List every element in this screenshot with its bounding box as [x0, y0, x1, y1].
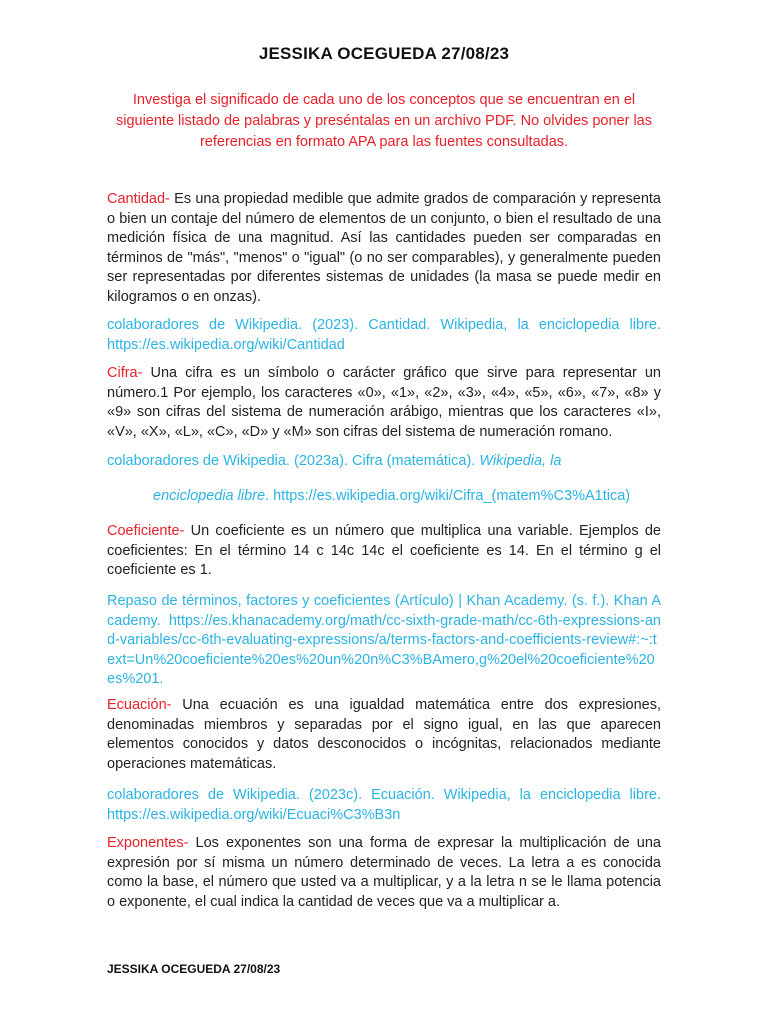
entry-cantidad	[107, 190, 661, 307]
term-label: Ecuación-	[107, 697, 172, 713]
definition-text: Una ecuación es una igualdad matemática entre dos expresiones, denominadas miembros y separadas por el signo igual, en las que aparecen elementos conocidos y datos desconocidos o incógnitas, relacionados mediante operaciones matemáticas.	[107, 697, 661, 772]
entry-cifra	[107, 364, 661, 442]
definition-text: Un coeficiente es un número que multiplica una variable. Ejemplos de coeficientes: En el término 14 c 14c 14c el coeficiente es 14. En el término g el coeficiente es 1.	[107, 523, 661, 578]
reference-cifra-line1	[107, 452, 661, 472]
term-label: Coeficiente-	[107, 523, 185, 539]
term-label: Exponentes-	[107, 835, 189, 851]
reference-italic-text: Wikipedia, la	[479, 453, 562, 469]
definition-text: Es una propiedad medible que admite grados de comparación y representa o bien un contaje del número de elementos de un conjunto, o bien el resultado de una medición física de una magnitud. Así las cantidades pueden ser comparadas en términos de "más", "menos" o "igual" (o no ser comparables), y generalmente pueden ser representadas por diferentes sistemas de unidades (la masa se puede medir en kilogramos o en onzas).	[107, 191, 661, 305]
page-footer: JESSIKA OCEGUEDA 27/08/23	[107, 962, 281, 976]
definition-text: Los exponentes son una forma de expresar la multiplicación de una expresión por sí misma un número determinado de veces. La letra a es conocida como la base, el número que usted va a multiplicar, y a la letra n se le llama potencia o exponente, el cual indica la cantidad de veces que va a multiplicar a.	[107, 835, 661, 910]
reference-ecuacion: colaboradores de Wikipedia. (2023c). Ecuación. Wikipedia, la enciclopedia libre. https://es.wikipedia.org/wiki/Ecuaci%C3%B3n	[107, 787, 661, 823]
reference-cifra-line2	[153, 487, 673, 507]
reference-text: colaboradores de Wikipedia. (2023a). Cifra (matemática).	[107, 453, 480, 469]
entry-ecuacion	[107, 696, 661, 774]
reference-italic-text: enciclopedia libre	[153, 488, 266, 504]
term-label: Cantidad-	[107, 191, 170, 207]
definition-text: Una cifra es un símbolo o carácter gráfico que sirve para representar un número.1 Por ejemplo, los caracteres «0», «1», «2», «3», «4», «5», «6», «7», «8» y «9» son cifras del sistema de numeración arábigo, mientras que los caracteres «I», «V», «X», «L», «C», «D» y «M» son cifras del sistema de numeración romano.	[107, 365, 661, 440]
instructions-text: Investiga el significado de cada uno de los conceptos que se encuentran en el siguiente listado de palabras y preséntalas en un archivo PDF. No olvides poner las referencias en formato APA para las fuentes consultadas.	[115, 92, 652, 150]
reference-coeficiente: Repaso de términos, factores y coeficientes (Artículo) | Khan Academy. (s. f.). Khan Academy. https://es.khanacademy.org/math/cc-sixth-grade-math/cc-6th-expressions-and-variables/cc-6th-evaluating-expressions/a/terms-factors-and-coefficients-review#:~:text=Un%20coeficiente%20es%20un%20n%C3%BAmero,g%20el%20coeficiente%20es%201.	[107, 593, 661, 687]
term-label: Cifra-	[107, 365, 143, 381]
reference-text: . https://es.wikipedia.org/wiki/Cifra_(matem%C3%A1tica)	[265, 488, 631, 504]
entry-coeficiente	[107, 522, 661, 581]
entry-exponentes	[107, 834, 661, 912]
page-title: JESSIKA OCEGUEDA 27/08/23	[258, 44, 510, 63]
reference-cantidad: colaboradores de Wikipedia. (2023). Cantidad. Wikipedia, la enciclopedia libre. https://es.wikipedia.org/wiki/Cantidad	[107, 317, 661, 353]
